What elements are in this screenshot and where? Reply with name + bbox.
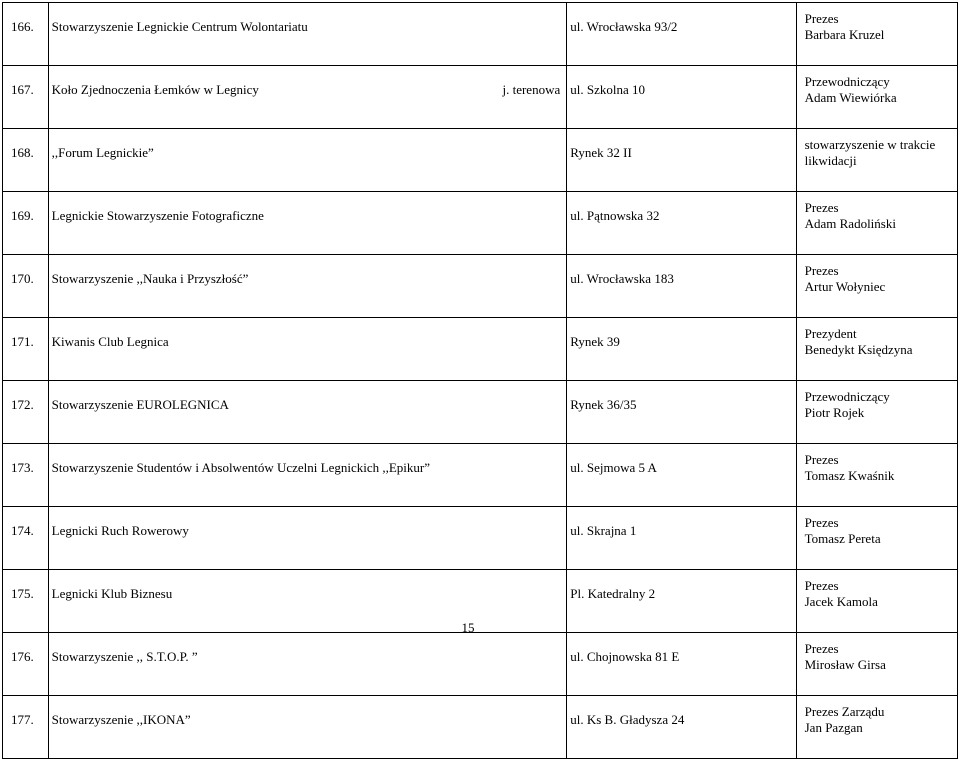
row-number: 173. (3, 444, 49, 507)
organizations-table (2, 2, 958, 759)
table-row (3, 444, 958, 507)
table-row (3, 507, 958, 570)
representative-name: Adam Radoliński (804, 216, 896, 231)
table-row (3, 192, 958, 255)
table-row (3, 66, 958, 129)
organization-name-cell (48, 444, 567, 507)
representative-cell (796, 192, 957, 255)
organization-name-cell (48, 255, 567, 318)
organization-name-wrap (52, 82, 567, 128)
organization-name-wrap (52, 145, 567, 191)
representative-role: Prezes (804, 641, 839, 656)
representative-name: Tomasz Kwaśnik (804, 468, 895, 483)
representative-name: Benedykt Księdzyna (804, 342, 913, 357)
address-cell: ul. Wrocławska 183 (567, 255, 796, 318)
page-number: 15 (461, 620, 475, 635)
representative-name: Piotr Rojek (804, 405, 865, 420)
organization-name: Legnickie Stowarzyszenie Fotograficzne (51, 208, 264, 223)
organization-name: Kiwanis Club Legnica (51, 334, 169, 349)
organization-name-cell (48, 633, 567, 696)
address-cell: Rynek 39 (567, 318, 796, 381)
organization-name: ,,Forum Legnickie” (51, 145, 154, 160)
row-number: 172. (3, 381, 49, 444)
representative-cell (796, 633, 957, 696)
address-cell: ul. Pątnowska 32 (567, 192, 796, 255)
organization-name-wrap (52, 460, 567, 506)
organization-name-wrap (52, 19, 567, 65)
organization-name-wrap (52, 334, 567, 380)
organization-name-cell (48, 3, 567, 66)
organization-unit-type: j. terenowa (502, 82, 561, 97)
representative-role: Prezes (804, 578, 839, 593)
representative-name: likwidacji (804, 153, 857, 168)
address-cell: Rynek 36/35 (567, 381, 796, 444)
organization-name-wrap (52, 712, 567, 758)
representative-cell (796, 318, 957, 381)
organization-name: Stowarzyszenie Studentów i Absolwentów Uczelni Legnickich ,,Epikur” (51, 460, 431, 475)
representative-role: Prezes (804, 515, 839, 530)
row-number: 168. (3, 129, 49, 192)
organization-name: Stowarzyszenie ,,IKONA” (51, 712, 191, 727)
representative-cell (796, 66, 957, 129)
representative-name: Adam Wiewiórka (804, 90, 897, 105)
representative-cell (796, 507, 957, 570)
representative-name: Jacek Kamola (804, 594, 878, 609)
row-number: 175. (3, 570, 49, 633)
representative-role: stowarzyszenie w trakcie (804, 137, 936, 152)
organization-name: Stowarzyszenie ,,Nauka i Przyszłość” (51, 271, 249, 286)
row-number: 174. (3, 507, 49, 570)
address-cell: ul. Ks B. Gładysza 24 (567, 696, 796, 759)
organization-name-cell (48, 66, 567, 129)
address-cell: ul. Chojnowska 81 E (567, 633, 796, 696)
table-row (3, 255, 958, 318)
table-row (3, 696, 958, 759)
organization-name-cell (48, 129, 567, 192)
address-cell: ul. Wrocławska 93/2 (567, 3, 796, 66)
table-row (3, 318, 958, 381)
organization-name-wrap (52, 271, 567, 317)
row-number: 177. (3, 696, 49, 759)
representative-name: Mirosław Girsa (804, 657, 886, 672)
organization-name-wrap (52, 208, 567, 254)
representative-cell (796, 696, 957, 759)
representative-cell (796, 3, 957, 66)
organization-name-wrap (52, 649, 567, 695)
address-cell: ul. Sejmowa 5 A (567, 444, 796, 507)
representative-role: Przewodniczący (804, 389, 890, 404)
representative-role: Prezes Zarządu (804, 704, 885, 719)
address-cell: Rynek 32 II (567, 129, 796, 192)
organization-name-cell (48, 507, 567, 570)
representative-cell (796, 255, 957, 318)
row-number: 171. (3, 318, 49, 381)
organization-name: Legnicki Ruch Rowerowy (51, 523, 189, 538)
table-row (3, 129, 958, 192)
representative-role: Prezes (804, 11, 839, 26)
representative-name: Artur Wołyniec (804, 279, 886, 294)
organization-name-cell (48, 318, 567, 381)
row-number: 166. (3, 3, 49, 66)
row-number: 169. (3, 192, 49, 255)
table-row (3, 3, 958, 66)
organization-name-cell (48, 192, 567, 255)
representative-role: Przewodniczący (804, 74, 890, 89)
representative-role: Prezydent (804, 326, 857, 341)
organization-name: Legnicki Klub Biznesu (51, 586, 173, 601)
address-cell: Pl. Katedralny 2 (567, 570, 796, 633)
organization-name: Stowarzyszenie EUROLEGNICA (51, 397, 229, 412)
table-row (3, 633, 958, 696)
row-number: 170. (3, 255, 49, 318)
organization-name-wrap (52, 523, 567, 569)
row-number: 167. (3, 66, 49, 129)
row-number: 176. (3, 633, 49, 696)
organization-name-wrap (52, 397, 567, 443)
organization-name: Stowarzyszenie Legnickie Centrum Wolontariatu (51, 19, 308, 34)
representative-cell (796, 381, 957, 444)
table-row (3, 381, 958, 444)
address-cell: ul. Skrajna 1 (567, 507, 796, 570)
organization-name-cell (48, 696, 567, 759)
representative-role: Prezes (804, 452, 839, 467)
representative-role: Prezes (804, 263, 839, 278)
representative-name: Barbara Kruzel (804, 27, 885, 42)
organizations-table-body (3, 3, 958, 759)
organization-name-cell (48, 381, 567, 444)
representative-cell (796, 444, 957, 507)
organization-name: Stowarzyszenie ,, S.T.O.P. ” (51, 649, 198, 664)
representative-role: Prezes (804, 200, 839, 215)
address-cell: ul. Szkolna 10 (567, 66, 796, 129)
representative-name: Tomasz Pereta (804, 531, 881, 546)
representative-cell (796, 129, 957, 192)
organization-name: Koło Zjednoczenia Łemków w Legnicy (51, 82, 259, 97)
representative-name: Jan Pazgan (804, 720, 863, 735)
